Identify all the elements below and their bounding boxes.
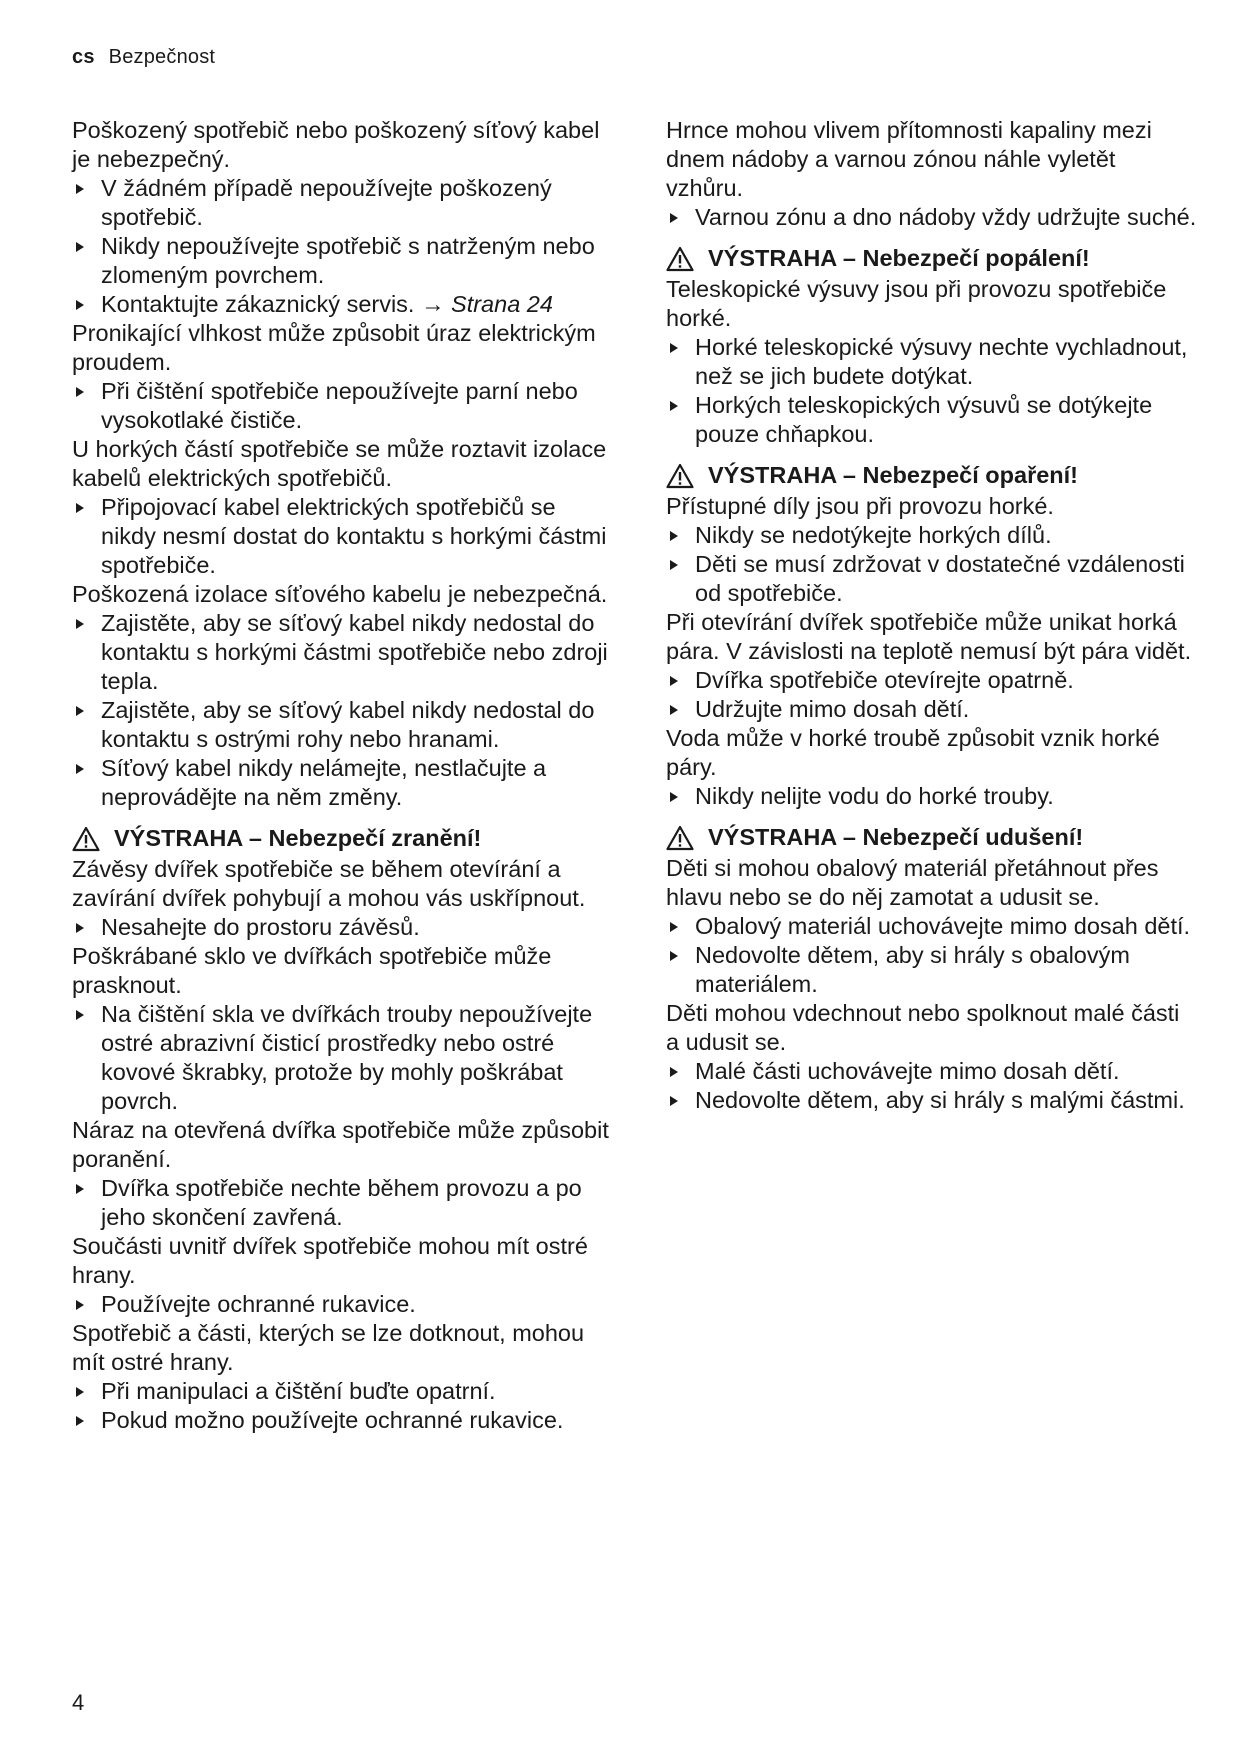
paragraph: Poškrábané sklo ve dvířkách spotřebiče může prasknout. <box>72 943 552 998</box>
warning-title: VÝSTRAHA – Nebezpečí udušení! <box>708 824 1084 850</box>
warning-title: VÝSTRAHA – Nebezpečí popálení! <box>708 245 1090 271</box>
bullet-item: Síťový kabel nikdy nelámejte, nestlačujte a neprovádějte na něm změny. <box>72 754 612 812</box>
bullet-item: Malé části uchovávejte mimo dosah dětí. <box>666 1057 1198 1086</box>
bullet-item: V žádném případě nepoužívejte poškozený spotřebič. <box>72 174 612 232</box>
paragraph: Při otevírání dvířek spotřebiče může unikat horká pára. V závislosti na teplotě nemusí být pára vidět. <box>666 609 1192 664</box>
bullet-item: Nesahejte do prostoru závěsů. <box>72 913 612 942</box>
bullet-item: Zajistěte, aby se síťový kabel nikdy nedostal do kontaktu s ostrými rohy nebo hranami. <box>72 696 612 754</box>
paragraph: Děti mohou vdechnout nebo spolknout malé části a udusit se. <box>666 1000 1180 1055</box>
bullet-item: Pokud možno používejte ochranné rukavice. <box>72 1406 612 1435</box>
paragraph: Závěsy dvířek spotřebiče se během otevírání a zavírání dvířek pohybují a mohou vás uskřípnout. <box>72 856 586 911</box>
paragraph: Voda může v horké troubě způsobit vznik horké páry. <box>666 725 1160 780</box>
warning-icon <box>666 825 694 851</box>
bullet-item: Nikdy se nedotýkejte horkých dílů. <box>666 521 1198 550</box>
bullet-item: Nikdy nelijte vodu do horké trouby. <box>666 782 1198 811</box>
bullet-item: Používejte ochranné rukavice. <box>72 1290 612 1319</box>
warning-heading <box>666 244 1198 273</box>
paragraph: Poškozená izolace síťového kabelu je nebezpečná. <box>72 581 608 607</box>
bullet-text: Kontaktujte zákaznický servis. <box>101 291 415 317</box>
warning-heading <box>666 461 1198 490</box>
warning-icon <box>72 826 100 852</box>
bullet-item: Nedovolte dětem, aby si hrály s obalovým materiálem. <box>666 941 1198 999</box>
paragraph: Součásti uvnitř dvířek spotřebiče mohou mít ostré hrany. <box>72 1233 588 1288</box>
bullet-item: Nedovolte dětem, aby si hrály s malými částmi. <box>666 1086 1198 1115</box>
bullet-item: Nikdy nepoužívejte spotřebič s natrženým nebo zlomeným povrchem. <box>72 232 612 290</box>
bullet-item: Udržujte mimo dosah dětí. <box>666 695 1198 724</box>
paragraph: Spotřebič a části, kterých se lze dotknout, mohou mít ostré hrany. <box>72 1320 585 1375</box>
bullet-item <box>72 290 612 319</box>
bullet-item: Při čištění spotřebiče nepoužívejte parní nebo vysokotlaké čističe. <box>72 377 612 435</box>
bullet-item: Dvířka spotřebiče nechte během provozu a po jeho skončení zavřená. <box>72 1174 612 1232</box>
paragraph: Teleskopické výsuvy jsou při provozu spotřebiče horké. <box>666 276 1167 331</box>
warning-title: VÝSTRAHA – Nebezpečí zranění! <box>114 825 482 851</box>
paragraph: Poškozený spotřebič nebo poškozený síťový kabel je nebezpečný. <box>72 117 600 172</box>
bullet-item: Děti se musí zdržovat v dostatečné vzdálenosti od spotřebiče. <box>666 550 1198 608</box>
section-title: Bezpečnost <box>108 46 216 68</box>
warning-title: VÝSTRAHA – Nebezpečí opaření! <box>708 462 1078 488</box>
bullet-item: Varnou zónu a dno nádoby vždy udržujte suché. <box>666 203 1198 232</box>
bullet-item: Připojovací kabel elektrických spotřebičů se nikdy nesmí dostat do kontaktu s horkými částmi spotřebiče. <box>72 493 612 580</box>
paragraph: U horkých částí spotřebiče se může roztavit izolace kabelů elektrických spotřebičů. <box>72 436 607 491</box>
bullet-item: Na čištění skla ve dvířkách trouby nepoužívejte ostré abrazivní čisticí prostředky nebo ostré kovové škrabky, protože by mohly poškrábat povrch. <box>72 1000 612 1116</box>
paragraph: Hrnce mohou vlivem přítomnosti kapaliny mezi dnem nádoby a varnou zónou náhle vyletět vzhůru. <box>666 117 1152 201</box>
language-code: cs <box>72 46 95 68</box>
warning-heading <box>666 823 1198 852</box>
paragraph: Pronikající vlhkost může způsobit úraz elektrickým proudem. <box>72 320 596 375</box>
warning-heading <box>72 824 612 853</box>
bullet-item: Při manipulaci a čištění buďte opatrní. <box>72 1377 612 1406</box>
paragraph: Přístupné díly jsou při provozu horké. <box>666 493 1054 519</box>
bullet-item: Obalový materiál uchovávejte mimo dosah dětí. <box>666 912 1198 941</box>
page-number: 4 <box>72 1690 85 1715</box>
warning-icon <box>666 463 694 489</box>
paragraph: Náraz na otevřená dvířka spotřebiče může způsobit poranění. <box>72 1117 609 1172</box>
bullet-item: Horké teleskopické výsuvy nechte vychladnout, než se jich budete dotýkat. <box>666 333 1198 391</box>
left-column <box>72 116 612 1435</box>
bullet-item: Horkých teleskopických výsuvů se dotýkejte pouze chňapkou. <box>666 391 1198 449</box>
page-reference-link[interactable]: Strana 24 <box>451 291 553 317</box>
paragraph: Děti si mohou obalový materiál přetáhnout přes hlavu nebo se do něj zamotat a udusit se. <box>666 855 1159 910</box>
page-header <box>72 46 215 69</box>
arrow-icon: → <box>421 291 445 317</box>
right-column <box>666 116 1198 1115</box>
bullet-item: Zajistěte, aby se síťový kabel nikdy nedostal do kontaktu s horkými částmi spotřebiče nebo zdroji tepla. <box>72 609 612 696</box>
bullet-item: Dvířka spotřebiče otevírejte opatrně. <box>666 666 1198 695</box>
warning-icon <box>666 246 694 272</box>
